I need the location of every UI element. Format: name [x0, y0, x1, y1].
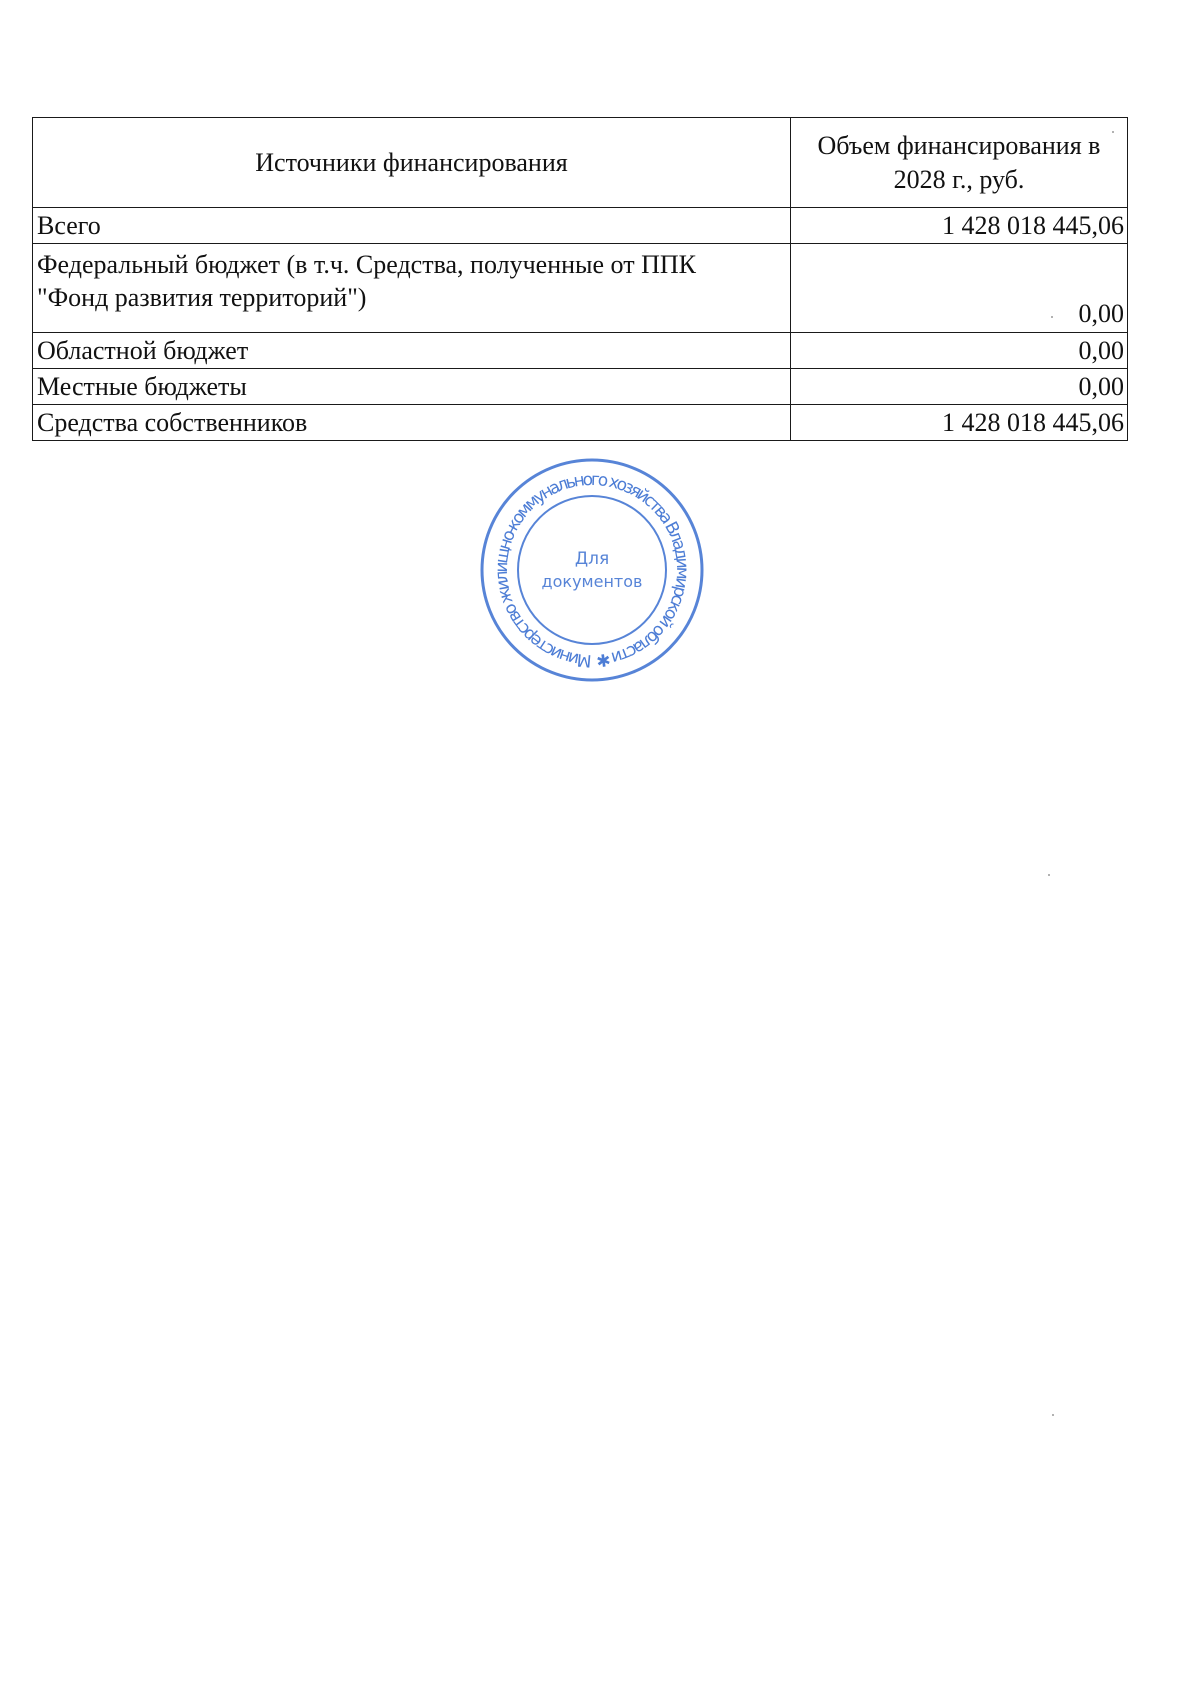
- scan-speck: [1052, 1414, 1054, 1416]
- row-name: Средства собственников: [33, 405, 791, 441]
- row-name: Областной бюджет: [33, 333, 791, 369]
- scan-speck: [1051, 316, 1053, 318]
- header-sources: Источники финансирования: [33, 118, 791, 208]
- row-name: Местные бюджеты: [33, 369, 791, 405]
- scan-speck: [1112, 131, 1114, 133]
- header-volume-line1: Объем финансирования в: [817, 130, 1101, 160]
- table-row-total: [33, 208, 1128, 244]
- row-value: 0,00: [791, 369, 1128, 405]
- row-name-line2: "Фонд развития территорий"): [37, 283, 367, 312]
- row-name-line1: Федеральный бюджет (в т.ч. Средства, полученные от ППК: [37, 250, 696, 279]
- table-row-local: [33, 369, 1128, 405]
- table-row-regional: [33, 333, 1128, 369]
- stamp-ring-text: Министерство жилищно-коммунального хозяйства Владимирской области ✱: [491, 469, 693, 671]
- header-volume-line2: 2028 г., руб.: [893, 164, 1025, 194]
- row-name: [33, 244, 791, 333]
- row-name: Всего: [33, 208, 791, 244]
- ministry-stamp: [476, 454, 708, 686]
- row-value: 0,00: [791, 244, 1128, 333]
- row-value: 1 428 018 445,06: [791, 208, 1128, 244]
- table-row-owners: [33, 405, 1128, 441]
- table-header-row: [33, 118, 1128, 208]
- stamp-center-line1: Для: [574, 549, 610, 569]
- scan-speck: [1048, 874, 1050, 876]
- row-value: 0,00: [791, 333, 1128, 369]
- financing-table: [32, 117, 1128, 441]
- stamp-center-line2: документов: [541, 572, 643, 591]
- table-row-federal: [33, 244, 1128, 333]
- row-value: 1 428 018 445,06: [791, 405, 1128, 441]
- header-volume: [791, 118, 1128, 208]
